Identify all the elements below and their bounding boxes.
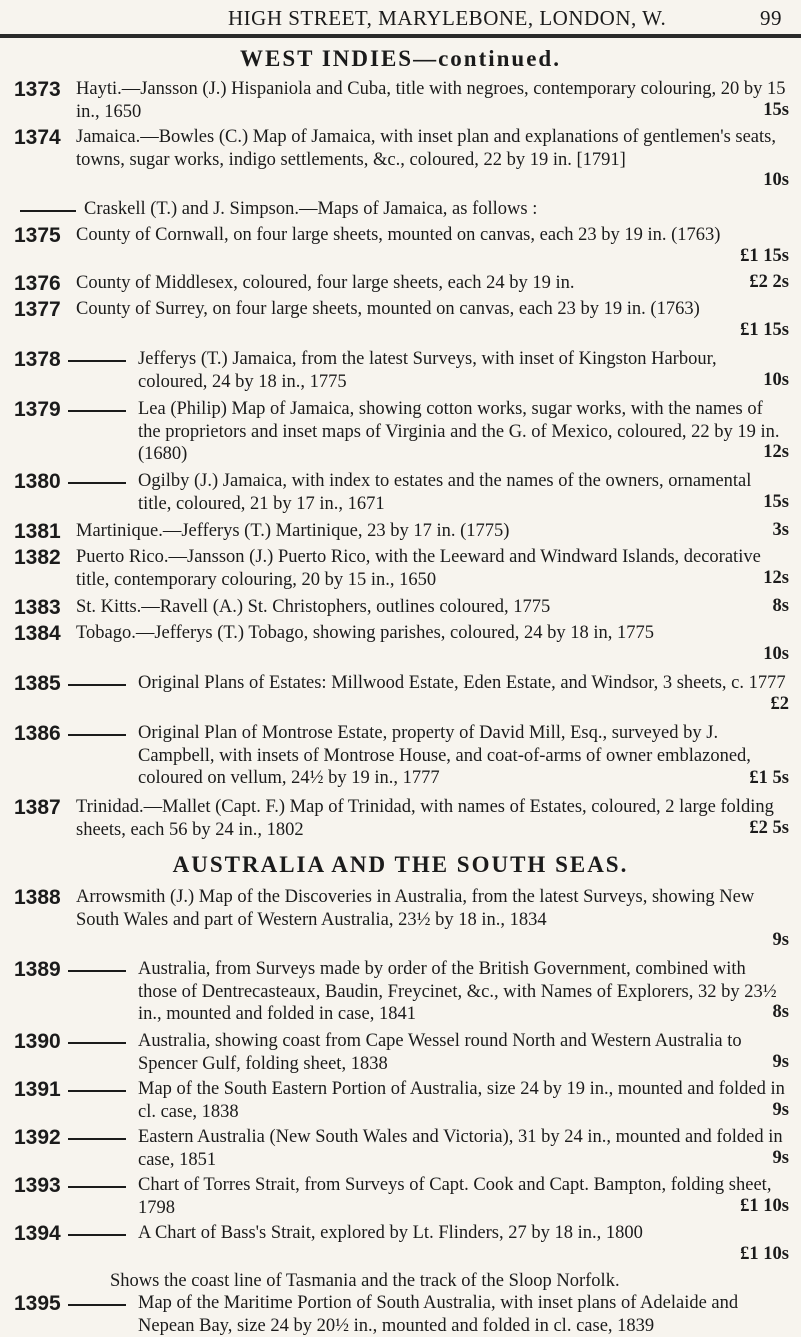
ditto-dash (68, 360, 126, 362)
entry-number: 1374 (14, 126, 61, 149)
entry-price: £2 (770, 694, 789, 714)
entry-description: Map of the Maritime Portion of South Australia, with inset plans of Adelaide and Nepean Bay, size 24 by 20½ in., mounted and folded in cl. case, 1839 (138, 1293, 739, 1336)
entry-description: Puerto Rico.—Jansson (J.) Puerto Rico, with the Leeward and Windward Islands, decorative title, contemporary colouring, 20 by 15 in., 1650 (76, 547, 761, 590)
entry-description: Jamaica.—Bowles (C.) Map of Jamaica, with inset plan and explanations of gentlemen's seats, towns, sugar works, indigo settlements, &c., coloured, 22 by 19 in. [1791] (76, 127, 776, 170)
entry-description: Chart of Torres Strait, from Surveys of Capt. Cook and Capt. Bampton, folding sheet, 1798 (138, 1175, 772, 1218)
entry-description: A Chart of Bass's Strait, explored by Lt. Flinders, 27 by 18 in., 1800 (138, 1223, 643, 1243)
header-rule (0, 34, 801, 38)
entry-description: Map of the South Eastern Portion of Australia, size 24 by 19 in., mounted and folded in cl. case, 1838 (138, 1079, 785, 1122)
entry-note: Shows the coast line of Tasmania and the track of the Sloop Norfolk. (110, 1271, 620, 1291)
entry-number: 1385 (14, 672, 61, 695)
ditto-dash (68, 1234, 126, 1236)
entry-price: 8s (772, 596, 789, 616)
entry-price: 10s (763, 370, 789, 390)
entry-number: 1392 (14, 1126, 61, 1149)
header-address: HIGH STREET, MARYLEBONE, LONDON, W. (228, 6, 667, 30)
entry-price: 3s (772, 520, 789, 540)
entry-number: 1388 (14, 886, 61, 909)
entry-description: Eastern Australia (New South Wales and Victoria), 31 by 24 in., mounted and folded in case, 1851 (138, 1127, 783, 1170)
catalogue-entry (0, 198, 801, 222)
section-heading-west-indies: WEST INDIES—continued. (240, 46, 561, 71)
catalogue-entry (0, 958, 801, 1026)
catalogue-entry (0, 78, 801, 124)
ditto-dash (68, 1090, 126, 1092)
page-number: 99 (760, 6, 782, 30)
entry-description: Tobago.—Jefferys (T.) Tobago, showing parishes, coloured, 24 by 18 in, 1775 (76, 623, 655, 643)
catalogue-entry (0, 520, 801, 544)
catalogue-entry (0, 796, 801, 842)
catalogue-entry (0, 672, 801, 718)
entry-number: 1395 (14, 1292, 61, 1315)
entry-description: Lea (Philip) Map of Jamaica, showing cotton works, sugar works, with the names of the proprietors and inset maps of Virginia and the G. of Mexico, coloured, 22 by 19 in. (1680) (138, 399, 780, 464)
entry-price: 15s (763, 100, 789, 120)
catalogue-entry (0, 298, 801, 344)
entry-price: 9s (772, 930, 789, 950)
entry-number: 1373 (14, 78, 61, 101)
entry-number: 1384 (14, 622, 61, 645)
entry-description: Ogilby (J.) Jamaica, with index to estates and the names of the owners, ornamental title, coloured, 21 by 17 in., 1671 (138, 471, 752, 514)
entry-price: £1 10s (740, 1244, 789, 1264)
catalogue-entry (0, 348, 801, 394)
entry-number: 1382 (14, 546, 61, 569)
entry-number: 1375 (14, 224, 61, 247)
catalogue-entry (0, 1174, 801, 1220)
entry-number: 1383 (14, 596, 61, 619)
entry-description: Australia, showing coast from Cape Wessel round North and Western Australia to Spencer Gulf, folding sheet, 1838 (138, 1031, 742, 1074)
entry-number: 1379 (14, 398, 61, 421)
entry-description: Jefferys (T.) Jamaica, from the latest Surveys, with inset of Kingston Harbour, coloured, 24 by 18 in., 1775 (138, 349, 717, 392)
entry-price: £1 15s (740, 246, 789, 266)
entry-number: 1391 (14, 1078, 61, 1101)
catalogue-entry (0, 622, 801, 668)
entry-price: £1 5s (749, 768, 789, 788)
entry-description: Trinidad.—Mallet (Capt. F.) Map of Trinidad, with names of Estates, coloured, 2 large folding sheets, each 56 by 24 in., 1802 (76, 797, 774, 840)
catalogue-entry (0, 126, 801, 194)
entry-number: 1394 (14, 1222, 61, 1245)
entry-number: 1378 (14, 348, 61, 371)
catalogue-entry (0, 224, 801, 270)
catalogue-entry (0, 1030, 801, 1076)
entry-price: £1 10s (740, 1196, 789, 1216)
entry-description: St. Kitts.—Ravell (A.) St. Christophers, outlines coloured, 1775 (76, 597, 551, 617)
ditto-dash (68, 1186, 126, 1188)
entry-price: 8s (772, 1002, 789, 1022)
entry-number: 1389 (14, 958, 61, 981)
entry-number: 1381 (14, 520, 61, 543)
catalogue-entry (0, 546, 801, 592)
entry-description: County of Middlesex, coloured, four large sheets, each 24 by 19 in. (76, 273, 575, 293)
ditto-dash (68, 1138, 126, 1140)
section-heading-australia: AUSTRALIA AND THE SOUTH SEAS. (172, 852, 629, 877)
entry-price: 12s (763, 568, 789, 588)
entry-description: Original Plans of Estates: Millwood Estate, Eden Estate, and Windsor, 3 sheets, c. 1777 (138, 673, 786, 693)
entry-description: Australia, from Surveys made by order of the British Government, combined with those of Dentrecasteaux, Baudin, Freycinet, &c., with Names of Explorers, 32 by 23½ in., mounted and folded in case, 1841 (138, 959, 777, 1024)
entry-price: 9s (772, 1052, 789, 1072)
entry-price: 12s (763, 442, 789, 462)
entry-price: 10s (763, 170, 789, 190)
catalogue-entry (0, 886, 801, 954)
catalogue-entry (0, 1078, 801, 1124)
catalogue-entry (0, 1222, 801, 1268)
entry-number: 1377 (14, 298, 61, 321)
ditto-dash (68, 734, 126, 736)
entry-price: 10s (763, 644, 789, 664)
entry-description: Arrowsmith (J.) Map of the Discoveries in Australia, from the latest Surveys, showing New South Wales and part of Western Australia, 23½ by 18 in., 1834 (76, 887, 755, 930)
catalogue-entry (0, 596, 801, 620)
ditto-dash (68, 970, 126, 972)
entry-description: Hayti.—Jansson (J.) Hispaniola and Cuba, title with negroes, contemporary colouring, 20 by 15 in., 1650 (76, 79, 786, 122)
entry-description: Original Plan of Montrose Estate, property of David Mill, Esq., surveyed by J. Campbell, with insets of Montrose House, and coat-of-arms of owner emblazoned, coloured on vellum, 24½ by 19 in., 1777 (138, 723, 751, 788)
entry-price: £2 5s (749, 818, 789, 838)
entry-description: County of Surrey, on four large sheets, mounted on canvas, each 23 by 19 in. (1763) (76, 299, 700, 319)
entry-price: 9s (772, 1148, 789, 1168)
catalogue-entry (0, 470, 801, 516)
catalogue-note (0, 1270, 801, 1292)
entry-number: 1387 (14, 796, 61, 819)
ditto-dash (68, 482, 126, 484)
ditto-dash (68, 684, 126, 686)
catalogue-entry (0, 398, 801, 466)
entry-number: 1380 (14, 470, 61, 493)
entry-price: £1 15s (740, 320, 789, 340)
entry-price: £2 2s (749, 272, 789, 292)
entry-description: County of Cornwall, on four large sheets, mounted on canvas, each 23 by 19 in. (1763) (76, 225, 721, 245)
entry-description: Craskell (T.) and J. Simpson.—Maps of Jamaica, as follows : (84, 199, 538, 219)
ditto-dash (20, 210, 76, 212)
catalogue-entry (0, 272, 801, 296)
page-header (0, 6, 801, 32)
ditto-dash (68, 1042, 126, 1044)
entry-number: 1393 (14, 1174, 61, 1197)
catalogue-entry (0, 1292, 801, 1336)
ditto-dash (68, 1304, 126, 1306)
catalogue-entry (0, 1126, 801, 1172)
catalogue-entry (0, 722, 801, 790)
entry-price: 9s (772, 1100, 789, 1120)
entry-number: 1390 (14, 1030, 61, 1053)
entry-description: Martinique.—Jefferys (T.) Martinique, 23 by 17 in. (1775) (76, 521, 510, 541)
entry-price: 15s (763, 492, 789, 512)
ditto-dash (68, 410, 126, 412)
entry-number: 1386 (14, 722, 61, 745)
entry-number: 1376 (14, 272, 61, 295)
